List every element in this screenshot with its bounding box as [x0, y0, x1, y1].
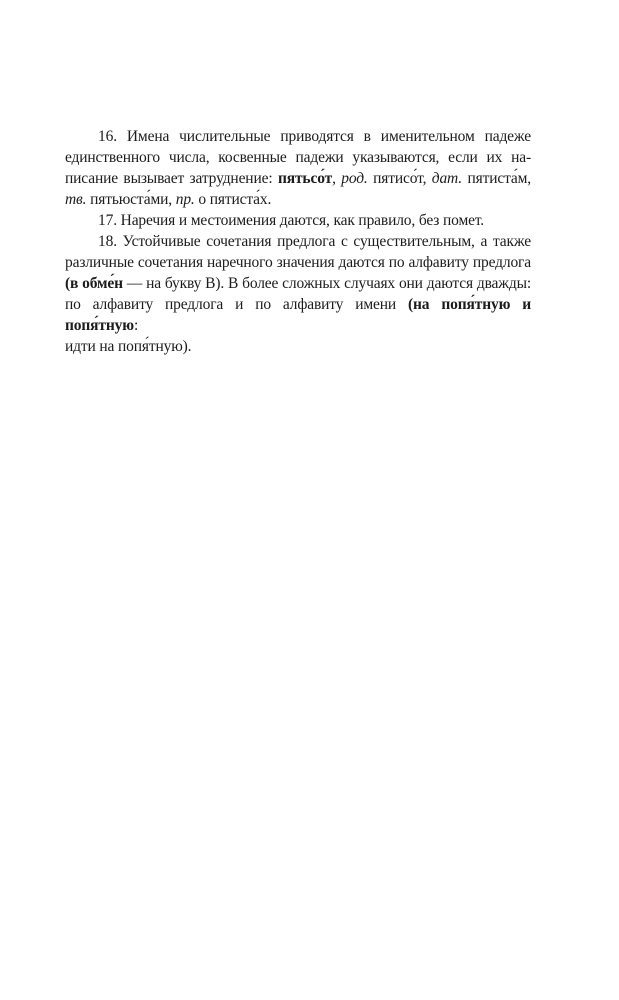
text-run: пятисо́т,	[367, 170, 432, 187]
text-line	[65, 210, 531, 231]
text-run: :	[133, 317, 139, 334]
text-line	[65, 168, 531, 189]
text-run: о пятиста́х.	[194, 191, 272, 208]
italic-text-run: род.	[341, 170, 368, 187]
text-line	[65, 273, 531, 294]
text-run: различные сочетания наречного значения даются по алфавиту предлога	[65, 254, 531, 271]
text-run: писание вызывает затруднение:	[65, 170, 278, 187]
text-line	[65, 231, 531, 252]
bold-text-run: (в обме́н	[65, 275, 123, 292]
text-run: единственного числа, косвенные падежи указываются, если их на-	[65, 149, 531, 166]
italic-text-run: тв.	[65, 191, 87, 208]
text-line	[65, 147, 531, 168]
bold-text-run: (на попя́тную и попя́тную	[65, 296, 535, 334]
text-run: 18. Устойчивые сочетания предлога с существительным, а также	[98, 233, 531, 250]
text-run: 17. Наречия и местоимения даются, как правило, без помет.	[98, 212, 485, 229]
text-run: пятьюста́ми,	[86, 191, 176, 208]
text-line	[65, 252, 531, 273]
text-line	[65, 126, 531, 147]
text-run: ,	[332, 170, 342, 187]
text-run: 16. Имена числительные приводятся в именительном падеже	[98, 128, 531, 145]
text-line	[65, 189, 531, 210]
text-line	[65, 336, 531, 357]
text-run: идти на попя́тную).	[65, 338, 192, 355]
text-run: пятиста́м,	[462, 170, 531, 187]
italic-text-run: дат.	[431, 170, 462, 187]
text-block	[65, 126, 535, 357]
text-run: — на букву В). В более сложных случаях они даются дважды:	[122, 275, 531, 292]
italic-text-run: пр.	[175, 191, 195, 208]
text-line	[65, 294, 535, 336]
text-run: по алфавиту предлога и по алфавиту имени	[65, 296, 408, 313]
bold-text-run: пятьсо́т	[277, 170, 333, 187]
